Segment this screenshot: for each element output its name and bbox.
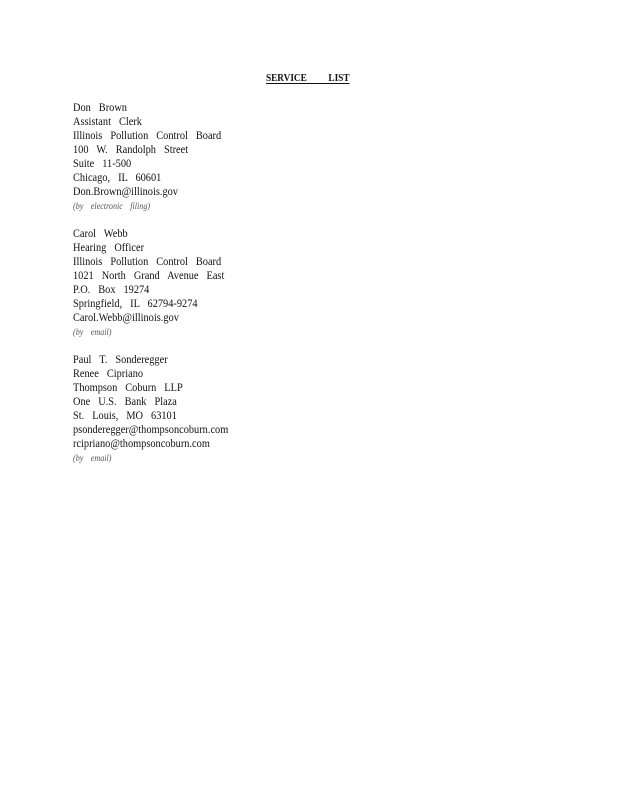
entry-name: Don Brown — [73, 102, 127, 114]
entry-city-state-zip: St. Louis, MO 63101 — [73, 410, 177, 422]
entry-organization: Illinois Pollution Control Board — [73, 256, 222, 268]
service-entry-carol-webb — [73, 227, 373, 339]
entry-name: Carol Webb — [73, 228, 128, 240]
entry-organization: Illinois Pollution Control Board — [73, 130, 222, 142]
entry-delivery-note: (by electronic filing) — [73, 201, 151, 211]
page-title: SERVICE LIST — [266, 73, 350, 84]
entry-street: 1021 North Grand Avenue East — [73, 270, 225, 282]
entry-street: One U.S. Bank Plaza — [73, 396, 177, 408]
entry-suite: Suite 11-500 — [73, 158, 132, 170]
entry-street: 100 W. Randolph Street — [73, 144, 189, 156]
service-entry-don-brown — [73, 101, 373, 213]
entry-delivery-note: (by email) — [73, 327, 112, 337]
entry-email: Don.Brown@illinois.gov — [73, 186, 178, 198]
entry-delivery-note: (by email) — [73, 453, 112, 463]
entry-email: Carol.Webb@illinois.gov — [73, 312, 179, 324]
entry-email-second: rcipriano@thompsoncoburn.com — [73, 438, 210, 450]
entry-city-state-zip: Springfield, IL 62794-9274 — [73, 298, 198, 310]
entry-title: Assistant Clerk — [73, 116, 142, 128]
entry-name: Paul T. Sonderegger — [73, 354, 168, 366]
entry-title: Hearing Officer — [73, 242, 145, 254]
service-list — [73, 101, 373, 479]
service-entry-sonderegger-cipriano — [73, 353, 373, 465]
entry-po-box: P.O. Box 19274 — [73, 284, 150, 296]
entry-name-second: Renee Cipriano — [73, 368, 144, 380]
entry-city-state-zip: Chicago, IL 60601 — [73, 172, 162, 184]
entry-email: psonderegger@thompsoncoburn.com — [73, 424, 229, 436]
entry-organization: Thompson Coburn LLP — [73, 382, 183, 394]
